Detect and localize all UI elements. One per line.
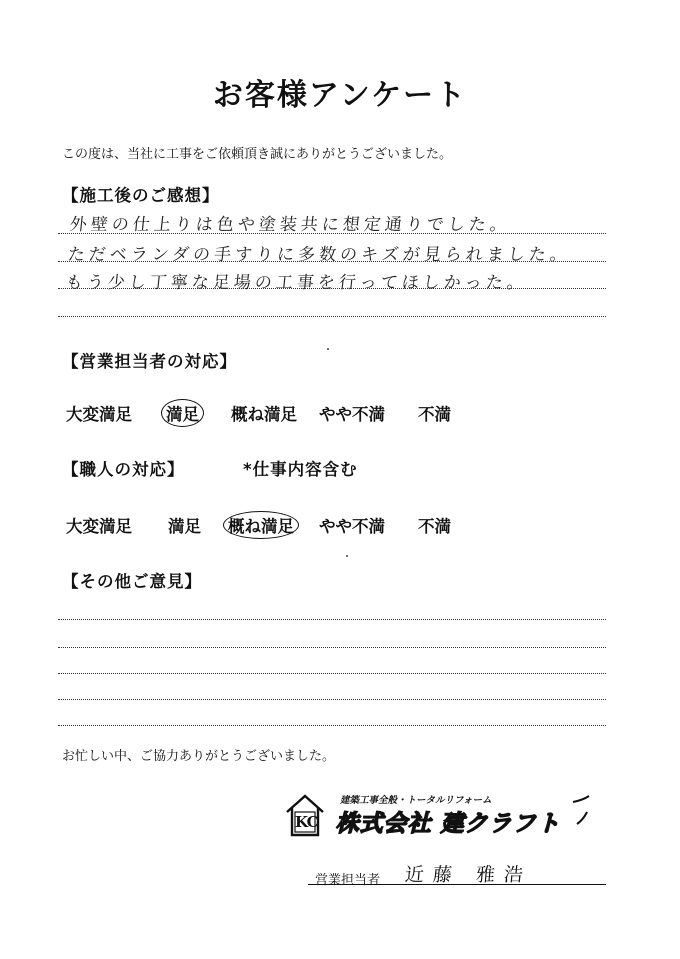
answer-rule	[58, 316, 606, 317]
craft-option-dissatisfied: 不満	[418, 517, 451, 536]
other-heading: 【その他ご意見】	[62, 572, 202, 591]
craft-option-very-satisfied: 大変満足	[66, 517, 132, 536]
handwritten-line-2: ただベランダの手すりに多数のキズが見られました。	[66, 245, 572, 265]
craft-option-satisfied: 満足	[168, 517, 201, 536]
company-logo	[283, 790, 593, 840]
sales-option-somewhat-dissatisfied: やや不満	[319, 405, 385, 424]
sales-option-dissatisfied: 不満	[418, 405, 451, 424]
handwritten-line-3: もう少し丁寧な足場の工事を行ってほしかった。	[64, 273, 529, 293]
sales-heading: 【営業担当者の対応】	[62, 352, 237, 371]
company-tagline: 建築工事全般・トータルリフォーム	[339, 795, 494, 806]
scan-speck	[327, 348, 329, 350]
sales-option-very-satisfied: 大変満足	[66, 405, 132, 424]
intro-text: この度は、当社に工事をご依頼頂き誠にありがとうございました。	[62, 147, 453, 162]
answer-rule	[58, 673, 606, 674]
craft-option-mostly-satisfied-circled: 概ね満足	[223, 511, 299, 539]
answer-rule	[58, 233, 606, 234]
signature-line	[308, 884, 606, 885]
sales-option-mostly-satisfied: 概ね満足	[231, 405, 297, 424]
answer-rule	[58, 261, 606, 262]
answer-rule	[58, 288, 606, 289]
answer-rule	[58, 619, 606, 620]
answer-rule	[58, 647, 606, 648]
sales-option-satisfied-circled: 満足	[161, 399, 204, 427]
handwritten-line-1: 外壁の仕上りは色や塗装共に想定通りでした。	[68, 215, 512, 235]
representative-name: 近藤 雅浩	[403, 864, 533, 886]
representative-label: 営業担当者	[315, 873, 381, 888]
kc-mark: KC	[295, 813, 318, 831]
answer-rule	[58, 725, 606, 726]
company-name: 株式会社 建クラフト	[334, 811, 566, 837]
closing-text: お忙しい中、ご協力ありがとうございました。	[62, 749, 336, 764]
scan-speck	[346, 555, 348, 557]
craft-option-somewhat-dissatisfied: やや不満	[319, 517, 385, 536]
page-title: お客様アンケート	[212, 78, 468, 113]
impressions-heading: 【施工後のご感想】	[62, 186, 220, 205]
craftsmen-heading: 【職人の対応】	[62, 460, 185, 479]
answer-rule	[58, 699, 606, 700]
craftsmen-note: *仕事内容含む	[243, 460, 358, 479]
